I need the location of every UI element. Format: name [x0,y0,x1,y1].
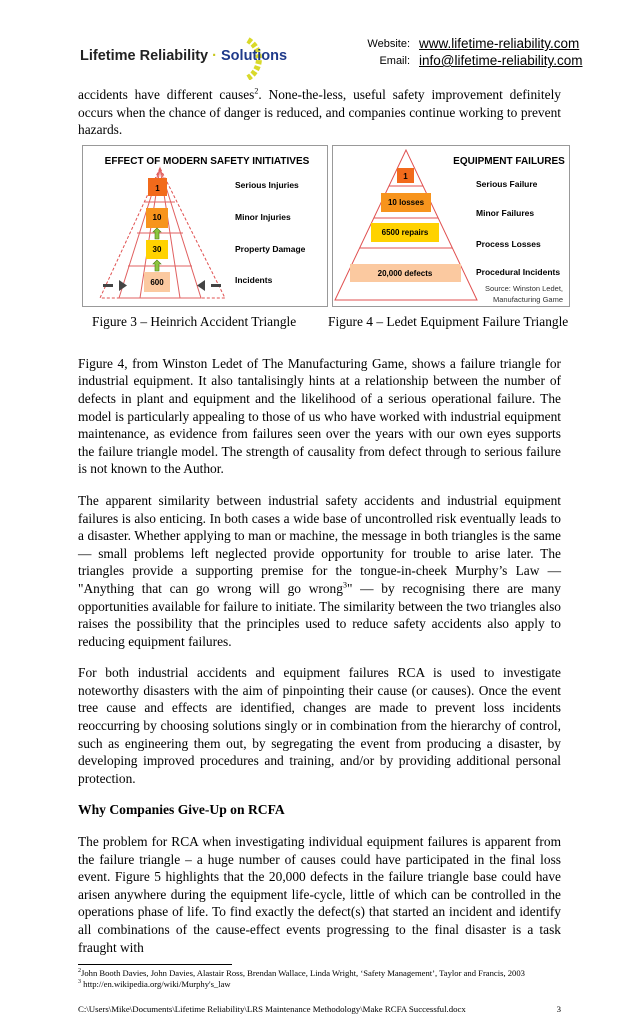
level-3-value: 30 [152,244,162,254]
level-4-label: Incidents [235,274,273,285]
figure-3-heinrich-triangle [82,145,328,307]
paragraph-similarity [78,492,561,650]
figure-3-caption: Figure 3 – Heinrich Accident Triangle [92,313,297,329]
figures-row [78,145,569,345]
level-2-label: Minor Injuries [235,211,291,222]
figure-3-title: EFFECT OF MODERN SAFETY INITIATIVES [104,155,310,167]
level-1-label: Serious Injuries [235,179,299,190]
figure-4-title: EQUIPMENT FAILURES [453,155,565,167]
footnote-number: 3 [78,979,81,986]
level-2-value: 10 losses [387,197,425,207]
level-2-value: 10 [152,212,162,222]
footnote-divider [78,964,232,965]
footnote-ref-2[interactable]: 2 [254,86,259,96]
footnote-3 [78,979,561,990]
company-logo: Lifetime Reliability · Solutions [80,36,280,80]
page-footer [78,1004,561,1014]
level-2-label: Minor Failures [476,207,535,218]
level-1-value: 1 [155,183,160,193]
intro-text: accidents have different causes [78,87,255,102]
footnote-2 [78,968,561,979]
figure-4-ledet-triangle [332,145,570,307]
page-number: 3 [556,1004,561,1014]
level-4-value: 600 [150,277,164,287]
paragraph-problem: The problem for RCA when investigating individual equipment failures is apparent from the failure triangle – a huge number of causes could have participated in the final loss event. Figure 5 highlights that the 20,000 defects in the failure triangle base could have arisen anywhere during the equipment life-cycle, little of which can be controlled in the operations phase of life. To find exactly the defect(s) that started an incident and identify all combinations of the cause-effect events progressing to the final disaster is a task fraught with [78,834,561,955]
level-4-label: Procedural Incidents [476,266,561,277]
level-3-value: 6500 repairs [381,227,429,237]
level-3-label: Property Damage [235,243,306,254]
level-4-value: 20,000 defects [377,268,433,278]
website-link[interactable]: www.lifetime-reliability.com [419,36,580,51]
footer-file-path: C:\Users\Mike\Documents\Lifetime Reliability\LRS Maintenance Methodology\Make RCFA Successful.docx [78,1004,466,1014]
section-heading: Why Companies Give-Up on RCFA [78,802,285,818]
footnote-number: 2 [78,968,81,975]
paragraph-failure-triangle: Figure 4, from Winston Ledet of The Manufacturing Game, shows a failure triangle for industrial equipment. It also tantalisingly hints at a relationship between the number of defects in plant and equipment and the likelihood of a serious operational failure. The model is particularly appealing to those of us who have worked with industrial equipment maintenance, as evidence from failures seen over the years with our own eyes supports the failure triangle model. The strength of causality from defect through to serious failure is not known to the Author. [78,355,561,477]
level-3-label: Process Losses [476,238,541,249]
paragraph-text: The apparent similarity between industrial safety accidents and industrial equipment failures is also enticing. In both cases a wide base of uncontrolled risk eventually leads to a disaster. Whether applying to man or machine, the message in both triangles is the same — small problems left neglected provide opportunity for trouble to arise later. The triangles provide a supporting premise for the tongue-in-cheek Murphy’s Law — "Anything that can go wrong will go wrong [78,492,561,596]
footnote-text: John Booth Davies, John Davies, Alastair Ross, Brendan Wallace, Linda Wright, ‘Safety Management’, Taylor and Francis, 2003 [81,968,525,979]
footnote-text[interactable]: http://en.wikipedia.org/wiki/Murphy's_law [81,979,231,990]
email-label: Email: [379,55,410,67]
level-1-label: Serious Failure [476,178,538,189]
source-line-2: Manufacturing Game [492,294,563,304]
source-line-1: Source: Winston Ledet, [485,283,563,293]
logo-text-part1: Lifetime Reliability [80,48,209,64]
intro-paragraph [78,86,561,139]
website-label: Website: [367,38,410,50]
footnote-ref-3[interactable]: 3 [342,580,347,590]
intro-text-continued: . None-the-less, useful safety improvement definitely occurs when the chance of danger is reduced, and companies continue working to prevent hazards. [78,87,561,138]
figure-4-caption: Figure 4 – Ledet Equipment Failure Triangle [328,313,569,329]
email-link[interactable]: info@lifetime-reliability.com [419,53,583,68]
paragraph-rca: For both industrial accidents and equipment failures RCA is used to investigate noteworthy disasters with the aim of pinpointing their cause (or causes). Once the event tree cause and effects are identified, changes are made to prevent loss incidents reoccurring by choosing solutions singly or in combination from the hierarchy of control, such as engineering them out, by segregating the event from producing a disaster, by developing improved procedures and training, and/or by providing additional personal protection. [78,665,561,786]
document-body [78,86,569,1014]
paragraph-text-continued: " — by recognising there are many opportunities available for failure to initiate. The similarity between the two triangles also raises the possibility that the principles used to reduce safety accidents also apply to reducing equipment failures. [78,580,561,649]
logo-text-part2: Solutions [221,48,288,64]
level-1-value: 1 [403,171,408,181]
